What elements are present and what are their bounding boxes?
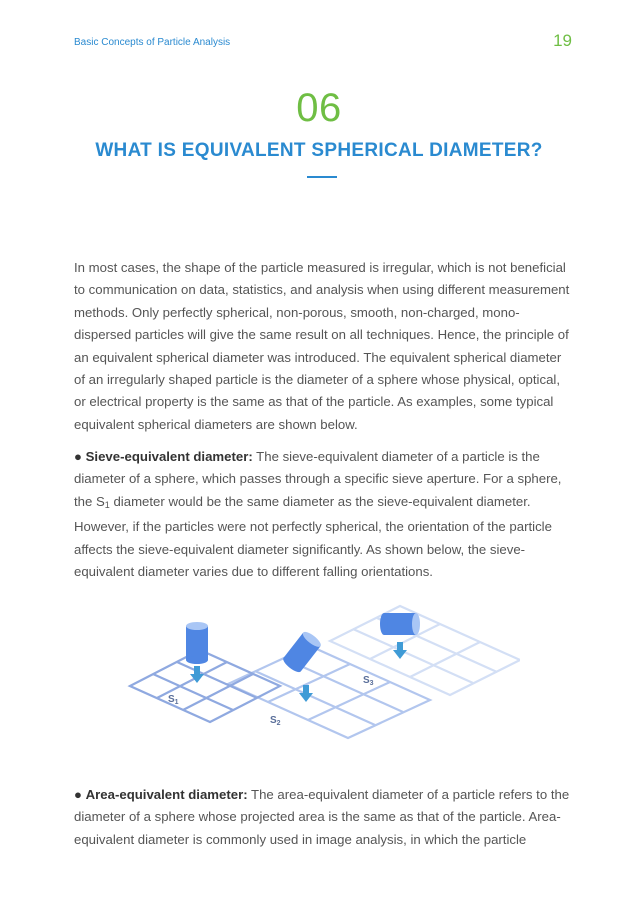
title-rule	[307, 176, 337, 178]
bullet-icon: ●	[74, 787, 82, 802]
sieve-figure	[120, 596, 520, 746]
particle-cylinder-3	[380, 613, 420, 635]
particle-cylinder-2	[281, 629, 323, 674]
label-s2: $S_2$	[270, 715, 281, 727]
intro-paragraph: In most cases, the shape of the particle measured is irregular, which is not beneficial to communication on data, statistics, and analysis when using different measurement methods. Only perfectly spherical, non-porous, smooth, non-charged, mono-dispersed particles will give the same result on all techniques. Hence, the principle of an equivalent spherical diameter was introduced. The equivalent spherical diameter of an irregularly shaped particle is the diameter of a sphere whose physical, optical, or electrical property is the same as that of the particle. As examples, some typical equivalent spherical diameters are shown below.	[74, 260, 570, 432]
sieve-term: Sieve-equivalent diameter:	[85, 449, 253, 464]
area-term: Area-equivalent diameter:	[85, 787, 248, 802]
particle-cylinder-1	[186, 622, 208, 664]
chapter-number: 06	[296, 86, 342, 130]
page-number: 19	[553, 31, 572, 50]
chapter-title: WHAT IS EQUIVALENT SPHERICAL DIAMETER?	[95, 140, 543, 161]
sieve-grid-3	[330, 606, 520, 695]
area-paragraph	[74, 784, 574, 851]
label-s1: $S_1$	[168, 694, 179, 706]
label-s3: $S_3$	[363, 675, 374, 687]
running-head: Basic Concepts of Particle Analysis	[74, 37, 231, 48]
arrow-down-icon	[393, 642, 407, 659]
sieve-grid-2	[228, 646, 430, 738]
sieve-subscript: 1	[104, 499, 110, 510]
sieve-text-2: diameter would be the same diameter as the sieve-equivalent diameter. However, if the particles were not perfectly spherical, the orientation of the particle affects the sieve-equivalent diameter significantly. As shown below, the sieve-equivalent diameter varies due to different falling orientations.	[74, 493, 552, 580]
sieve-paragraph	[74, 446, 574, 583]
area-text: The area-equivalent diameter of a particle refers to the diameter of a sphere whose projected area is the same as that of the particle. Area-equivalent diameter is commonly used in image analysis, in which the particle	[74, 787, 570, 847]
sieve-text-1: The sieve-equivalent diameter of a particle is the diameter of a sphere, which passes through a specific sieve aperture. For a sphere, the S	[74, 449, 562, 509]
sieve-diagram	[120, 596, 520, 746]
bullet-icon: ●	[74, 449, 82, 464]
